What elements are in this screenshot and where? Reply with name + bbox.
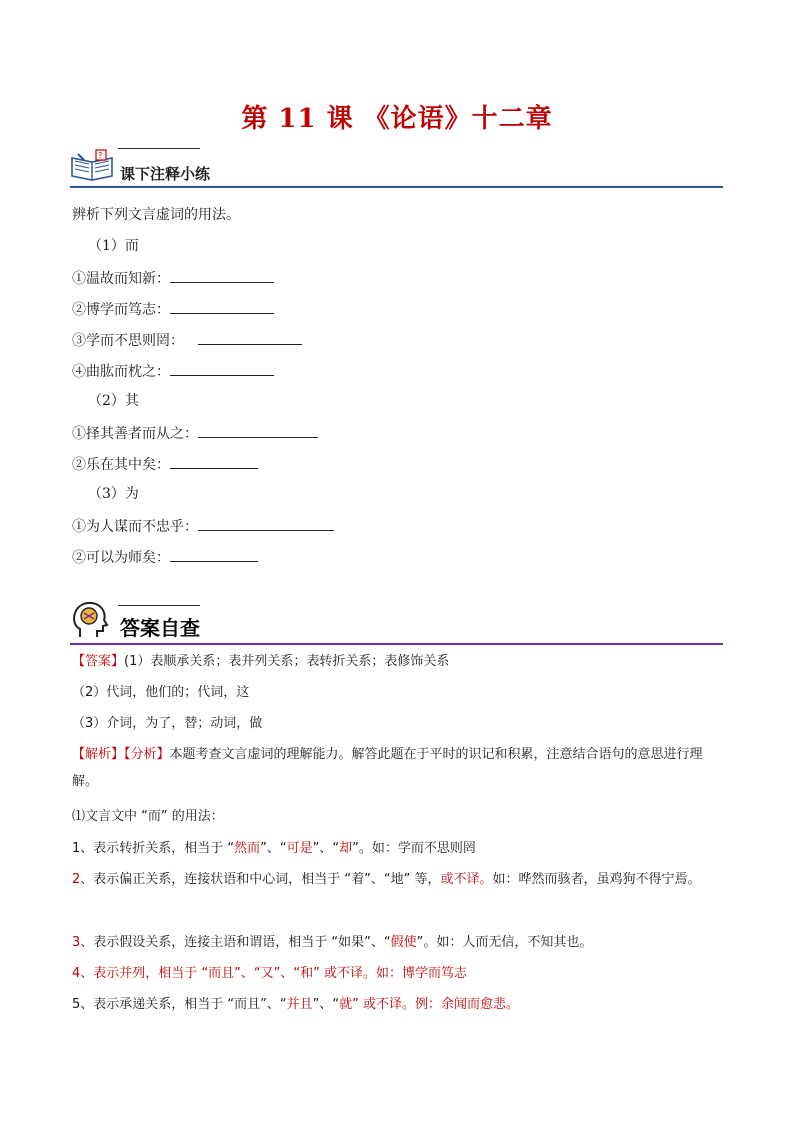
usage-number: 5、 (72, 997, 94, 1012)
exercise-item (72, 268, 274, 288)
usage-item (72, 934, 592, 952)
usage-number: 2、 (72, 872, 94, 887)
usage-highlight: 然而 (234, 841, 261, 856)
analysis-tag: 【分析】 (124, 747, 170, 762)
analysis-tag: 【解析】 (72, 747, 125, 762)
usage-highlight: 或不译。 (440, 872, 493, 887)
usage-highlight: 并且 (286, 997, 313, 1012)
item-text: ②可以为师矣： (72, 550, 170, 566)
usage-number: 3、 (72, 935, 94, 950)
usage-highlight: 假使 (390, 935, 417, 950)
usage-text: 表示偏正关系，连接状语和中心词，相当于 “着”、“地” 等， (93, 872, 441, 887)
answer-line-1 (72, 653, 449, 671)
answer-blank[interactable] (170, 547, 258, 562)
group-heading: （3）为 (88, 486, 139, 502)
usage-highlight: 却 (339, 841, 353, 856)
usage-text: ” 或不译。例：余闻而愈悲。 (352, 997, 520, 1012)
item-text: ④曲肱而枕之： (72, 364, 170, 380)
item-text: ②博学而笃志： (72, 302, 170, 318)
usage-text: ”、“ (273, 966, 301, 981)
thinking-head-icon (70, 599, 110, 643)
usage-text: 表示并列，相当于 “而且”、“ (93, 966, 261, 981)
usage-highlight: 就 (339, 997, 353, 1012)
usage-item (72, 996, 519, 1014)
section-label-answers: 答案自查 (120, 616, 200, 640)
usage-text: 如：哗然而骇者，虽鸡狗不得宁焉。 (492, 872, 701, 887)
answer-blank[interactable] (170, 299, 274, 314)
usage-item (72, 965, 467, 983)
answer-line-2: （2）代词，他们的；代词，这 (72, 685, 250, 700)
answer-line-3: （3）介词，为了，替；动词，做 (72, 716, 263, 731)
answer-blank[interactable] (198, 516, 334, 531)
usage-text: ”、“ (312, 841, 340, 856)
answer-blank[interactable] (170, 454, 258, 469)
analysis-subheading: ⑴文言文中 “而” 的用法： (72, 809, 224, 824)
answer-blank[interactable] (170, 268, 274, 283)
book-icon (70, 148, 114, 186)
exercise-item (72, 454, 258, 474)
analysis-paragraph (72, 741, 724, 795)
answer-blank[interactable] (198, 423, 318, 438)
exercise-item (72, 299, 274, 319)
usage-text: ”、“ (312, 997, 340, 1012)
group-heading: （2）其 (88, 393, 139, 409)
answer-tag: 【答案】 (72, 654, 125, 669)
answer-blank[interactable] (170, 361, 274, 376)
group-heading: （1）而 (88, 238, 139, 254)
exercise-item (72, 330, 302, 350)
item-text: ①为人谋而不忠乎： (72, 519, 198, 535)
svg-text:?: ? (98, 151, 103, 160)
header-bottom-rule (70, 186, 723, 188)
exercise-item (72, 361, 274, 381)
usage-text: 表示转折关系，相当于 “ (93, 841, 235, 856)
usage-number: 4、 (72, 966, 94, 981)
item-text: ①择其善者而从之： (72, 426, 198, 442)
usage-text: ”、“ (260, 841, 287, 856)
item-text: ③学而不思则罔： (72, 333, 184, 349)
usage-highlight: 可是 (286, 841, 313, 856)
item-text: ①温故而知新： (72, 271, 170, 287)
usage-text: ”。如：学而不思则罔 (352, 841, 476, 856)
usage-number: 1、 (72, 841, 94, 856)
usage-item (72, 866, 724, 893)
header-top-rule (118, 148, 200, 149)
usage-text: ” 或不译。如：博学而笃志 (313, 966, 468, 981)
usage-text: ”。如：人而无信，不知其也。 (416, 935, 593, 950)
answer-text: (1）表顺承关系；表并列关系；表转折关系；表修饰关系 (124, 654, 450, 669)
usage-text: 表示假设关系，连接主语和谓语，相当于 “如果”、“ (93, 935, 391, 950)
item-text: ②乐在其中矣： (72, 457, 170, 473)
analysis-text: 本题考查文言虚词的理解能力。解答此题在于平时的识记和积累，注意结合语句的意思进行理解。 (72, 747, 703, 789)
exercise-item (72, 516, 334, 536)
exercise-item (72, 423, 318, 443)
header-top-rule (118, 605, 200, 606)
usage-highlight: 又 (260, 966, 274, 981)
section-header-answers (70, 605, 723, 645)
usage-item (72, 840, 476, 858)
page-title: 第 11 课 《论语》十二章 (241, 104, 553, 134)
exercise-prompt: 辨析下列文言虚词的用法。 (72, 207, 240, 223)
section-label-exercise: 课下注释小练 (120, 165, 211, 183)
usage-highlight: 和 (300, 966, 314, 981)
header-bottom-rule (70, 643, 723, 645)
exercise-item (72, 547, 258, 567)
answer-blank[interactable] (198, 330, 302, 345)
usage-text: 表示承递关系，相当于 “而且”、“ (93, 997, 287, 1012)
section-header-exercise (70, 148, 723, 188)
